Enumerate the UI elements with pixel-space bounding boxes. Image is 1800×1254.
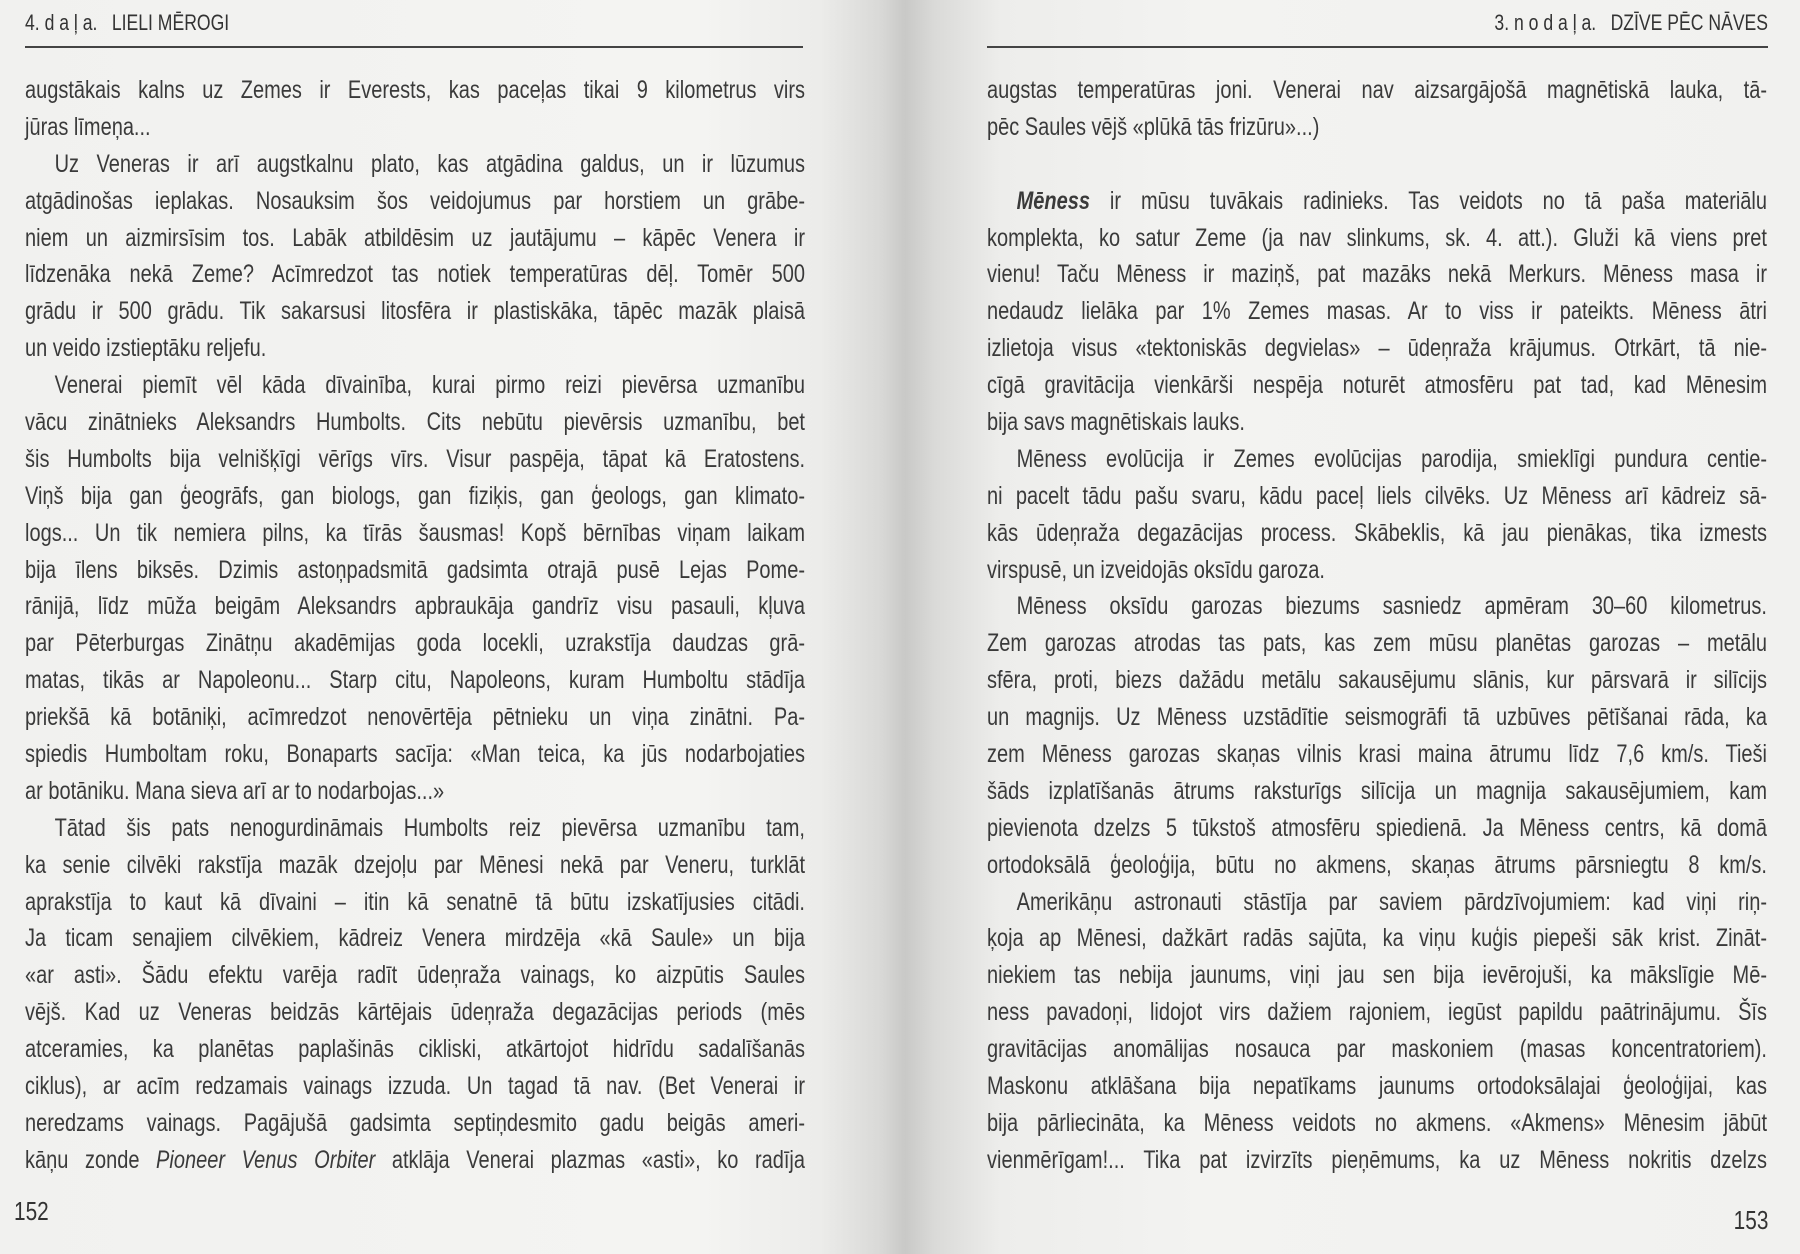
text-line: ar botāniku. Mana sieva arī ar to nodarbojas...» — [25, 776, 445, 805]
text-line: matas, tikās ar Napoleonu... Starp citu, Napoleons, kuram Humboltu stādīja — [25, 666, 805, 695]
text-line: šāds izplatīšanās ātrums raksturīgs silīcija un magnija sakausējumiem, kam — [987, 776, 1767, 805]
text-line: Tātad šis pats nenogurdināmais Humbolts reiz pievērsa uzmanību tam, — [54, 813, 806, 842]
text-line: zem Mēness garozas skaņas vilnis krasi maina ātrumu līdz 7,6 km/s. Tieši — [987, 740, 1767, 769]
header-rule-right — [987, 46, 1768, 48]
right-page-body — [987, 72, 1767, 1179]
left-page-body — [25, 72, 805, 1179]
text-line: augstākais kalns uz Zemes ir Everests, kas paceļas tikai 9 kilometrus virs — [25, 76, 805, 104]
text-line: par Pēterburgas Zinātņu akadēmijas goda locekli, uzrakstīja daudzas grā- — [25, 629, 805, 658]
text-line: ortodoksālā ģeoloģija, būtu no akmens, skaņas ātrums pārsniegtu 8 km/s. — [987, 850, 1767, 879]
text-line: niem un aizmirsīsim tos. Labāk atbildēsim uz jautājumu – kāpēc Venera ir — [25, 223, 805, 252]
text-line: pēc Saules vējš «plūkā tās frizūru»...) — [987, 112, 1320, 141]
text-line: līdzenāka nekā Zeme? Acīmredzot tas notiek temperatūras dēļ. Tomēr 500 — [25, 260, 805, 289]
text-line: Viņš bija gan ģeogrāfs, gan biologs, gan fiziķis, gan ģeologs, gan klimato- — [25, 481, 805, 510]
text-line: Maskonu atklāšana bija nepatīkams jaunums ortodoksālajai ģeoloģijai, kas — [987, 1072, 1767, 1101]
text-line: atceramies, ka planētas paplašinās cikliski, atkārtojot hidrīdu sadalīšanās — [25, 1035, 805, 1064]
text-line: ni pacelt tādu pašu svaru, kādu paceļ liels cilvēks. Uz Mēness arī kādreiz sā- — [987, 481, 1767, 510]
text-line — [987, 146, 1767, 183]
chapter-part-label: 4. d a ļ a. — [25, 10, 98, 35]
text-line: ness pavadoņi, lidojot virs dažiem rajoniem, iegūst papildu paātrinājumu. Šīs — [987, 998, 1767, 1027]
text-line: bija savs magnētiskais lauks. — [987, 408, 1245, 437]
emphasized-term: Mēness — [1016, 186, 1090, 215]
text-line: vējš. Kad uz Veneras beidzās kārtējais ūdeņraža degazācijas periods (mēs — [25, 998, 805, 1027]
text-line: niekiem tas nebija jaunums, viņi jau sen bija ievērojuši, ka mākslīgie Mē- — [987, 961, 1767, 990]
text-line: bija pārliecināta, ka Mēness veidots no akmens. «Akmens» Mēnesim jābūt — [987, 1108, 1767, 1137]
text-line: grādu ir 500 grādu. Tik sakarsusi litosfēra ir plastiskāka, tāpēc mazāk plaisā — [25, 297, 805, 326]
text-span: ir mūsu tuvākais radinieks. Tas veidots no tā paša materiālu — [1089, 186, 1767, 215]
header-rule-left — [25, 46, 803, 48]
text-line: bija īlens biksēs. Dzimis astoņpadsmitā gadsimta otrajā pusē Lejas Pome- — [25, 555, 805, 584]
text-line: «ar asti». Šādu efektu varēja radīt ūdeņraža vainags, ko aizpūtis Saules — [25, 961, 805, 990]
text-line — [987, 183, 1767, 220]
chapter-title: DZĪVE PĒC NĀVES — [1610, 10, 1768, 35]
chapter-title: LIELI MĒROGI — [111, 10, 230, 35]
text-line: vienu! Taču Mēness ir maziņš, pat mazāks nekā Merkurs. Mēness masa ir — [987, 260, 1767, 289]
text-line: spiedis Humboltam roku, Bonaparts sacīja: «Man teica, ka jūs nodarbojaties — [25, 740, 805, 769]
text-line — [25, 1142, 805, 1179]
text-line: ciklus), ar acīm redzamais vainags izzuda. Un tagad tā nav. (Bet Venerai ir — [25, 1072, 805, 1101]
text-line: un magnijs. Uz Mēness uzstādītie seismogrāfi tā uzbūves pētīšanai rāda, ka — [987, 703, 1767, 732]
text-line: kās ūdeņraža degazācijas process. Skābeklis, kā jau pienākas, tika izmests — [987, 518, 1767, 547]
text-line: pievienota dzelzs 5 tūkstoš atmosfēru spiedienā. Ja Mēness centrs, kā domā — [987, 813, 1767, 842]
text-line: virspusē, un izveidojās oksīdu garoza. — [987, 555, 1325, 584]
text-line: cīgā gravitācija vienkārši nespēja noturēt atmosfēru pat tad, kad Mēnesim — [987, 371, 1767, 400]
text-line: Zem garozas atrodas tas pats, kas zem mūsu planētas garozas – metālu — [987, 629, 1767, 658]
text-line: priekšā kā botāniķi, acīmredzot nenovērtēja pētnieku un viņa zinātni. Pa- — [25, 703, 805, 732]
text-line: izlietoja visus «tektoniskās degvielas» – ūdeņraža krājumus. Otrkārt, tā nie- — [987, 334, 1767, 363]
text-line: Venerai piemīt vēl kāda dīvainība, kurai pirmo reizi pievērsa uzmanību — [54, 371, 806, 400]
text-line: nedaudz lielāka par 1% Zemes masas. Ar to viss ir pateikts. Mēness ātri — [987, 297, 1767, 326]
text-line: Mēness oksīdu garozas biezums sasniedz apmēram 30–60 kilometrus. — [1016, 592, 1767, 621]
text-line: ka senie cilvēki rakstīja mazāk dzejoļu par Mēnesi nekā par Veneru, turklāt — [25, 850, 805, 879]
running-header-left — [25, 10, 229, 36]
text-line: rānijā, līdz mūža beigām Aleksandrs apbraukāja gandrīz visu pasauli, kļuva — [25, 592, 805, 621]
text-line: jūras līmeņa... — [25, 112, 151, 141]
page-number-right: 153 — [1733, 1205, 1768, 1235]
text-span: kāņu zonde — [25, 1145, 157, 1174]
text-span: atklāja Venerai plazmas «asti», ko radīja — [375, 1145, 806, 1174]
text-line: Ja ticam senajiem cilvēkiem, kādreiz Venera mirdzēja «kā Saule» un bija — [25, 924, 805, 953]
text-line: vienmērīgam!... Tika pat izvirzīts pieņēmums, ka uz Mēness nokritis dzelzs — [987, 1145, 1767, 1174]
text-line: Uz Veneras ir arī augstkalnu plato, kas atgādina galdus, un ir lūzumus — [54, 149, 806, 178]
text-line: logs... Un tik nemiera pilns, ka tīrās šausmas! Kopš bērnības viņam laikam — [25, 518, 805, 547]
text-line: sfēra, proti, biezs dažādu metālu sakausējumu slānis, kur pārsvarā ir silīcijs — [987, 666, 1767, 695]
page-number-left: 152 — [14, 1196, 49, 1226]
chapter-part-label: 3. n o d a ļ a. — [1494, 10, 1597, 35]
text-line: aprakstīja to kaut kā dīvaini – itin kā senatnē tā būtu izskatījusies citādi. — [25, 887, 805, 916]
text-line: augstas temperatūras joni. Venerai nav aizsargājošā magnētiskā lauka, tā- — [987, 76, 1767, 104]
text-line: komplekta, ko satur Zeme (ja nav slinkums, sk. 4. att.). Gluži kā viens pret — [987, 223, 1767, 252]
text-line: vācu zinātnieks Aleksandrs Humbolts. Cits nebūtu pievērsis uzmanību, bet — [25, 408, 805, 437]
text-line: neredzams vainags. Pagājušā gadsimta septiņdesmito gadu beigās ameri- — [25, 1108, 805, 1137]
italic-title: Pioneer Venus Orbiter — [156, 1145, 376, 1174]
text-line: ķoja ap Mēnesi, dažkārt radās sajūta, ka viņu kuģis piepeši sāk krist. Zināt- — [987, 924, 1767, 953]
text-line: atgādinošas ieplakas. Nosauksim šos veidojumus par horstiem un grābe- — [25, 186, 805, 215]
running-header-right — [1494, 10, 1768, 36]
text-line: gravitācijas anomālijas nosauca par maskoniem (masas koncentratoriem). — [987, 1035, 1767, 1064]
text-line: šis Humbolts bija velnišķīgi vērīgs vīrs. Visur paspēja, tāpat kā Eratostens. — [25, 444, 805, 473]
text-line: un veido izstieptāku reljefu. — [25, 334, 267, 363]
text-line: Amerikāņu astronauti stāstīja par saviem pārdzīvojumiem: kad viņi riņ- — [1016, 887, 1767, 916]
text-line: Mēness evolūcija ir Zemes evolūcijas parodija, smieklīgi pundura centie- — [1016, 444, 1767, 473]
